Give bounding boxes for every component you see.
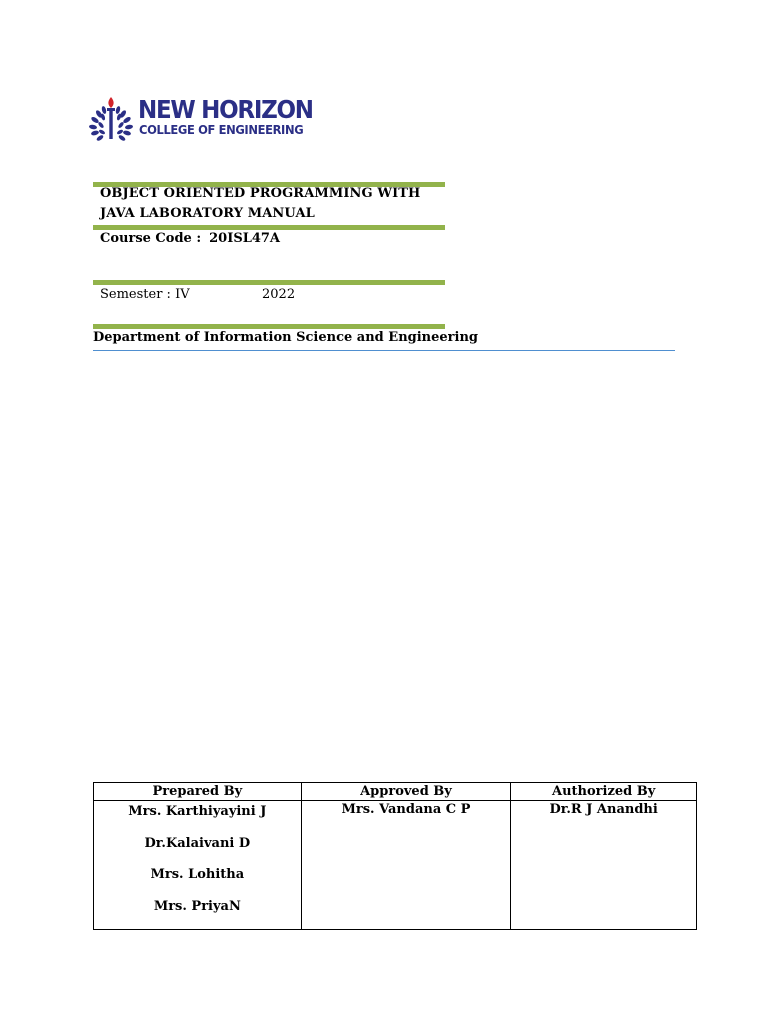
accent-bar-course <box>93 280 445 285</box>
prepared-by-cell <box>94 801 302 930</box>
course-code-value: 20ISL47A <box>209 231 281 246</box>
signoff-row <box>94 801 697 930</box>
approved-by-header: Approved By <box>301 783 511 801</box>
torch-laurel-icon <box>86 96 136 144</box>
prepared-by-header: Prepared By <box>94 783 302 801</box>
course-code <box>100 231 280 246</box>
accent-bar-semester <box>93 324 445 329</box>
course-code-label: Course Code : <box>100 231 202 246</box>
department-name: Department of Information Science and Engineering <box>93 330 479 345</box>
approved-by-name: Mrs. Vandana C P <box>301 801 511 930</box>
preparer-name: Mrs. Lohitha <box>150 867 245 882</box>
logo-title: NEW HORIZON <box>138 95 313 124</box>
preparer-name: Dr.Kalaivani D <box>144 835 251 851</box>
logo-subtitle: COLLEGE OF ENGINEERING <box>139 122 304 137</box>
manual-title-line-1: OBJECT ORIENTED PROGRAMMING WITH <box>100 186 421 201</box>
year: 2022 <box>262 287 296 302</box>
divider-rule <box>93 350 675 351</box>
preparer-name: Mrs. Karthiyayini J <box>128 804 267 819</box>
manual-title-line-2: JAVA LABORATORY MANUAL <box>100 206 315 221</box>
college-logo <box>86 96 336 146</box>
signoff-table <box>93 782 697 930</box>
authorized-by-header: Authorized By <box>511 783 697 801</box>
signoff-header-row <box>94 783 697 801</box>
authorized-by-name: Dr.R J Anandhi <box>511 801 697 930</box>
semester: Semester : IV <box>100 287 190 302</box>
accent-bar-title <box>93 225 445 230</box>
preparer-name: Mrs. PriyaN <box>153 898 241 914</box>
